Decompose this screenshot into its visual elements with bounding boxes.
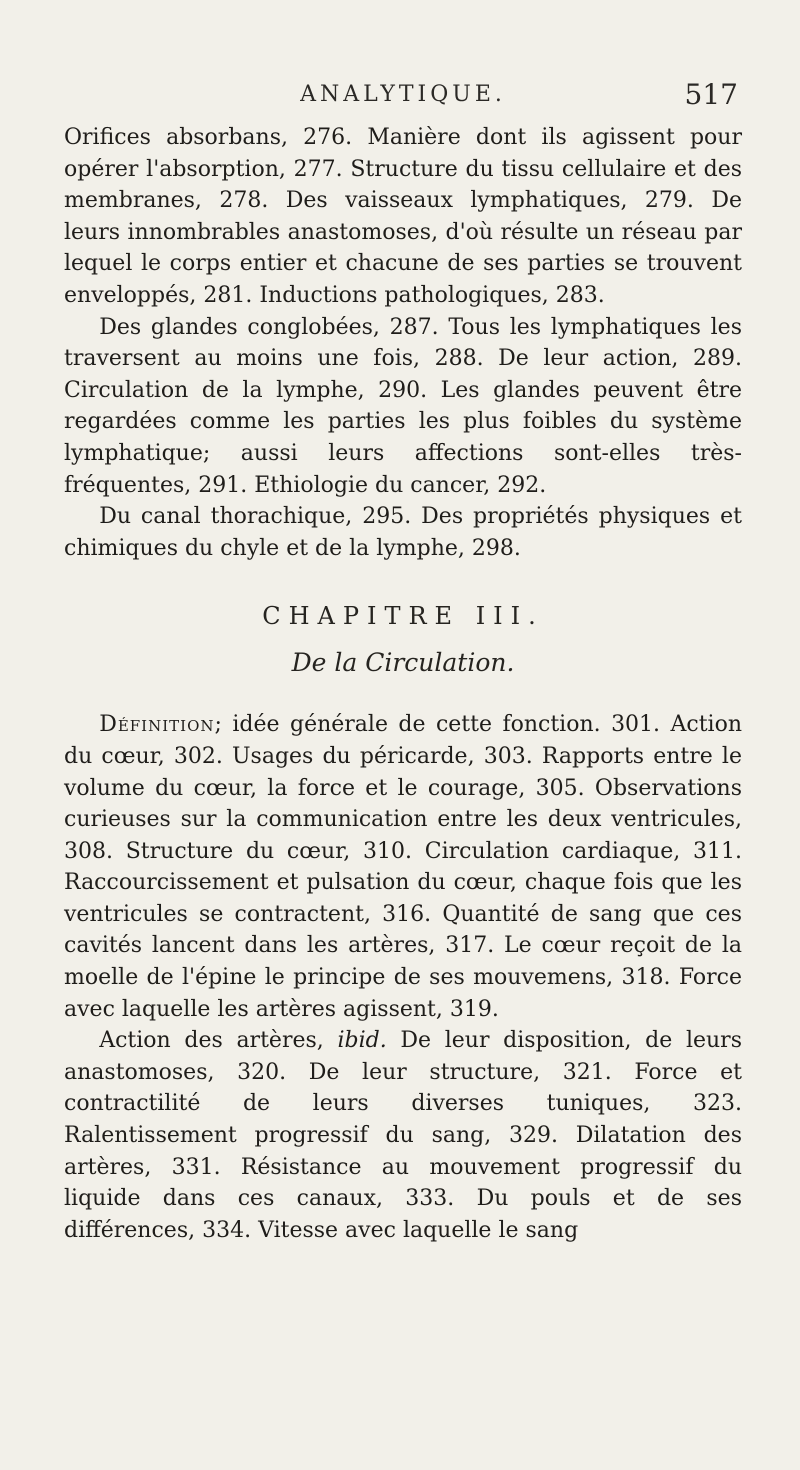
action-rest: De leur disposition, de leurs anastomoses, 320. De leur structure, 321. Force et contractilité de leurs diverses tuniques, 323. Ralentissement progressif du sang, 329. Dilatation des artères, 331. Résistance au mouvement progressif du liquide dans ces canaux, 333. Du pouls et de ses différences, 334. Vitesse avec laquelle le sang [64, 1028, 742, 1243]
paragraph-glandes: Des glandes conglobées, 287. Tous les lymphatiques les traversent au moins une fois, 288. De leur action, 289. Circulation de la lymphe, 290. Les glandes peuvent être regardées comme les parties les plus foibles du système lymphatique; aussi leurs affections sont-elles très-fréquentes, 291. Ethiologie du cancer, 292. [64, 314, 742, 498]
action-ibid: ibid. [337, 1028, 387, 1054]
running-head-title: ANALYTIQUE. [300, 82, 506, 107]
paragraph-definition [64, 709, 742, 1025]
chapter-title: De la Circulation. [291, 648, 515, 678]
chapter-heading: CHAPITRE III. [262, 602, 544, 631]
running-head [64, 70, 742, 110]
definition-text: ; idée générale de cette fonction. 301. Action du cœur, 302. Usages du péricarde, 303. Rapports entre le volume du cœur, la force et le courage, 305. Observations curieuses sur la communication entre les deux ventricules, 308. Structure du cœur, 310. Circulation cardiaque, 311. Raccourcissement et pulsation du cœur, chaque fois que les ventricules se contractent, 316. Quantité de sang que ces cavités lancent dans les artères, 317. Le cœur reçoit de la moelle de l'épine le principe de ses mouvemens, 318. Force avec laquelle les artères agissent, 319. [64, 712, 742, 1022]
paragraph-canal-thorachique: Du canal thorachique, 295. Des propriétés physiques et chimiques du chyle et de la lymphe, 298. [64, 504, 742, 561]
paragraph-absorption: Orifices absorbans, 276. Manière dont ils agissent pour opérer l'absorption, 277. Structure du tissu cellulaire et des membranes, 278. Des vaisseaux lymphatiques, 279. De leurs innombrables anastomoses, d'où résulte un réseau par lequel le corps entier et chacune de ses parties se trouvent enveloppés, 281. Inductions pathologiques, 283. [64, 125, 742, 308]
definition-lead: Définition [99, 712, 215, 738]
action-start: Action des artères, [99, 1028, 324, 1054]
paragraph-action-arteres [64, 1025, 742, 1246]
page-number: 517 [684, 78, 738, 111]
